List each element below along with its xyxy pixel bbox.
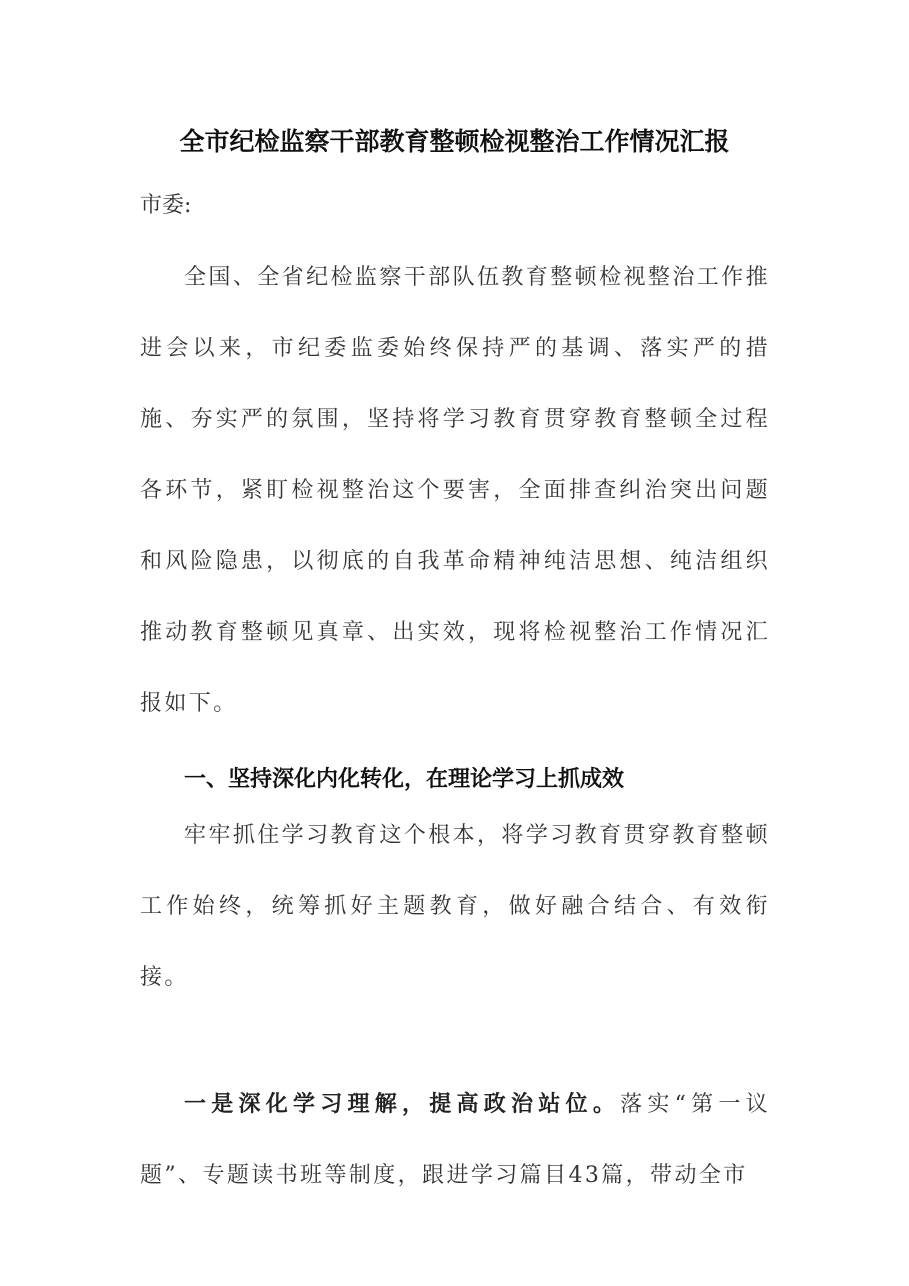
point-1-paragraph: [140, 1069, 770, 1211]
document-title: 全市纪检监察干部教育整顿检视整治工作情况汇报: [179, 127, 730, 156]
intro-paragraph: 全国、全省纪检监察干部队伍教育整顿检视整治工作推进会以来，市纪委监委始终保持严的基调、落实严的措施、夯实严的氛围，坚持将学习教育贯穿教育整顿全过程各环节，紧盯检视整治这个要害，全面排查纠治突出问题和风险隐患，以彻底的自我革命精神纯洁思想、纯洁组织推动教育整顿见真章、出实效，现将检视整治工作情况汇报如下。: [140, 265, 770, 716]
point-1-text: 落实“第一议题”、专题读书班等制度，跟进学习篇目43篇，带动全市: [140, 1092, 770, 1188]
section-1-paragraph: 牢牢抓住学习教育这个根本，将学习教育贯穿教育整顿工作始终，统筹抓好主题教育，做好融合结合、有效衔接。: [140, 823, 770, 990]
point-1-lead: 一是深化学习理解，提高政治站位。: [184, 1091, 621, 1117]
section-heading-1: 一、坚持深化内化转化，在理论学习上抓成效: [184, 767, 625, 792]
salutation: 市委:: [140, 193, 192, 218]
